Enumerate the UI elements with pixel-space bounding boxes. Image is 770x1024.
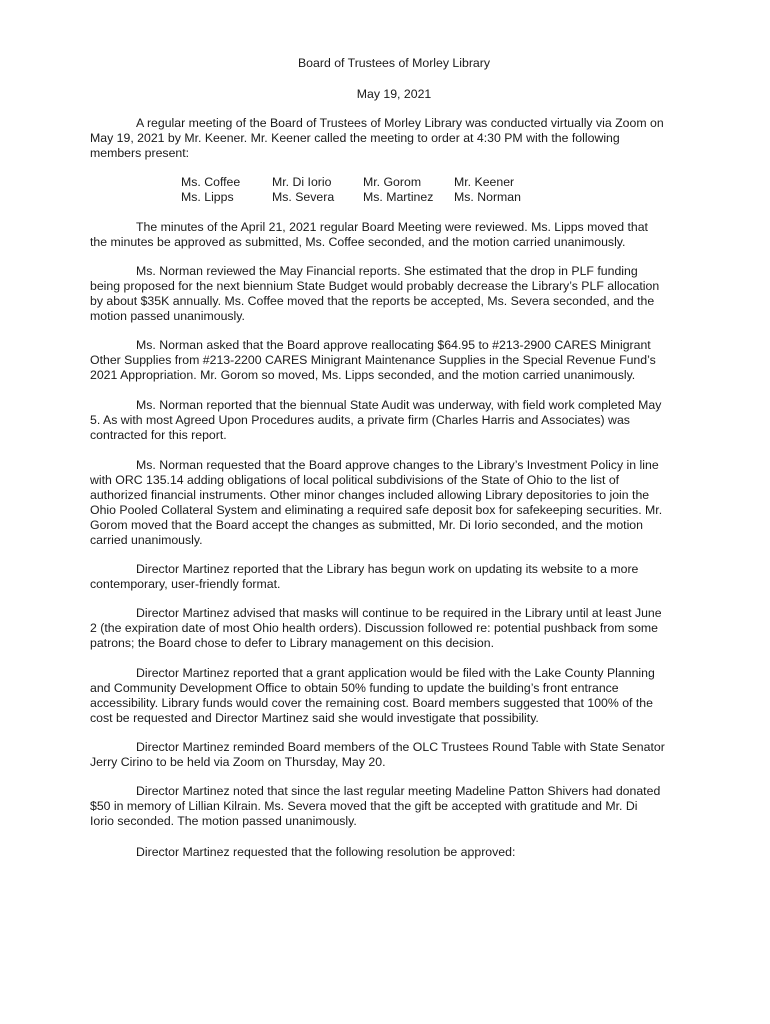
text-line: Director Martinez advised that masks will continue to be required in the Library until at least June [136,606,662,620]
text-line: the minutes be approved as submitted, Ms. Coffee seconded, and the motion carried unanimously. [90,235,626,249]
members-present-list [181,175,561,205]
intro-paragraph [90,116,682,161]
round-table-paragraph [90,740,682,770]
text-line: Other Supplies from #213-2200 CARES Minigrant Maintenance Supplies in the Special Revenue Fund’s [90,353,656,367]
document-title: Board of Trustees of Morley Library [297,56,491,70]
text-line: Ms. Norman requested that the Board approve changes to the Library’s Investment Policy in line [136,458,659,472]
text-line: motion passed unanimously. [90,309,245,323]
member-name: Mr. Di Iorio [272,175,332,189]
text-line: Ohio Pooled Collateral System and eliminating a required safe deposit box for safekeeping securities. Mr. [90,503,663,517]
text-line: Director Martinez reported that a grant application would be filed with the Lake County Planning [136,666,655,680]
donation-paragraph [90,784,682,829]
text-line: carried unanimously. [90,533,203,547]
intro-line: May 19, 2021 by Mr. Keener. Mr. Keener called the meeting to order at 4:30 PM with the following [90,131,620,145]
meeting-date: May 19, 2021 [356,87,432,101]
member-name: Ms. Martinez [363,190,434,204]
text-line: Gorom moved that the Board accept the changes as submitted, Mr. Di Iorio seconded, and the motion [90,518,643,532]
intro-line: members present: [90,146,190,160]
member-name: Mr. Keener [454,175,515,189]
audit-paragraph [90,398,682,443]
financial-report-paragraph [90,264,682,324]
text-line: by about $35K annually. Ms. Coffee moved that the reports be accepted, Ms. Severa seconded, and the [90,294,655,308]
text-line: 5. As with most Agreed Upon Procedures audits, a private firm (Charles Harris and Associates) was [90,413,630,427]
minutes-paragraph [90,220,682,250]
text-line: and Community Development Office to obtain 50% funding to update the building’s front entrance [90,681,619,695]
text-line: contracted for this report. [90,428,227,442]
text-line: Director Martinez reminded Board members of the OLC Trustees Round Table with State Senator [136,740,665,754]
text-line: accessibility. Library funds would cover the remaining cost. Board members suggested that 100% of the [90,696,653,710]
text-line: 2021 Appropriation. Mr. Gorom so moved, Ms. Lipps seconded, and the motion carried unanimously. [90,368,636,382]
intro-line: A regular meeting of the Board of Trustees of Morley Library was conducted virtually via Zoom on [136,116,664,130]
text-line: Director Martinez reported that the Library has begun work on updating its website to a more [136,562,639,576]
text-line: Ms. Norman reviewed the May Financial reports. She estimated that the drop in PLF funding [136,264,638,278]
text-line: Ms. Norman reported that the biennual State Audit was underway, with field work completed May [136,398,662,412]
text-line: Iorio seconded. The motion passed unanimously. [90,814,357,828]
grant-paragraph [90,666,682,726]
member-name: Ms. Severa [272,190,335,204]
text-line: patrons; the Board chose to defer to Library management on this decision. [90,636,494,650]
text-line: cost be requested and Director Martinez said she would investigate that possibility. [90,711,539,725]
member-name: Ms. Lipps [181,190,234,204]
investment-policy-paragraph [90,458,682,548]
text-line: 2 (the expiration date of most Ohio health orders). Discussion followed re: potential pushback from some [90,621,658,635]
text-line: Jerry Cirino to be held via Zoom on Thursday, May 20. [90,755,386,769]
text-line: $50 in memory of Lillian Kilrain. Ms. Severa moved that the gift be accepted with gratitude and Mr. Di [90,799,638,813]
text-line: authorized financial instruments. Other minor changes included allowing Library depositories to join the [90,488,650,502]
text-line: being proposed for the next biennium State Budget would probably decrease the Library’s PLF allocation [90,279,660,293]
resolution-paragraph [90,845,682,860]
text-line: The minutes of the April 21, 2021 regular Board Meeting were reviewed. Ms. Lipps moved that [136,220,648,234]
member-name: Ms. Norman [454,190,521,204]
member-name: Ms. Coffee [181,175,241,189]
text-line: with ORC 135.14 adding obligations of local political subdivisions of the State of Ohio to the list of [90,473,620,487]
reallocation-paragraph [90,338,682,383]
member-name: Mr. Gorom [363,175,422,189]
text-line: Director Martinez noted that since the last regular meeting Madeline Patton Shivers had donated [136,784,661,798]
text-line: Ms. Norman asked that the Board approve reallocating $64.95 to #213-2900 CARES Minigrant [136,338,651,352]
text-line: contemporary, user-friendly format. [90,577,281,591]
text-line: Director Martinez requested that the following resolution be approved: [136,845,516,859]
masks-paragraph [90,606,682,651]
website-paragraph [90,562,682,592]
